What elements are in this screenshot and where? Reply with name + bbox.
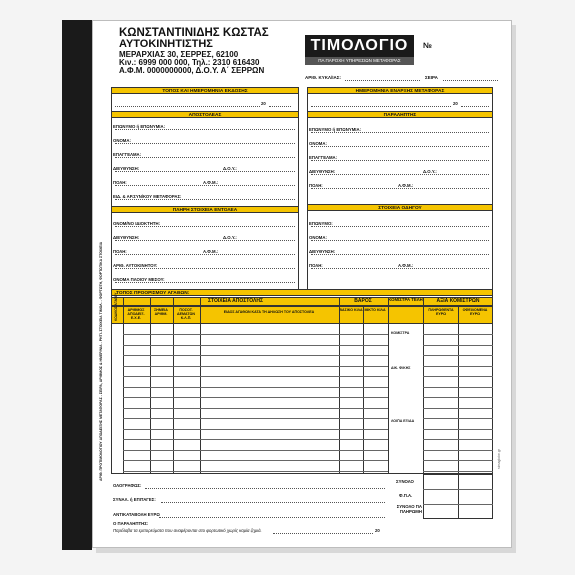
table-row-line-value [423,355,493,356]
principal-field-1-line[interactable] [115,240,295,241]
table-row-line [123,471,388,472]
column-line-2 [173,297,174,474]
table-row-line-value [423,387,493,388]
col-qty: ΠΟΣΟΤ. ΔΕΜΑΤΩΝ Κ.Λ.Π. [177,308,195,320]
sender-field-3-doy: Δ.Ο.Υ.: [223,166,237,171]
sender-field-3-line[interactable] [115,171,295,172]
series-line [443,80,498,81]
issuer-tax: Α.Φ.Μ. 0000000000, Δ.Ο.Υ. Α΄ ΣΕΡΡΩΝ [119,66,265,76]
principal-field-1-doy: Δ.Ο.Υ.: [223,235,237,240]
table-row-line [123,397,388,398]
statement-year: 20 [375,528,380,533]
driver-field-3-line[interactable] [311,268,489,269]
sender-field-2-label: ΕΠΑΓΓΕΛΜΑ: [113,152,142,157]
plate-line [345,80,420,81]
km-label-other: ΛΟΙΠΑ ΕΞ/ΔΑ [391,419,415,423]
driver-field-3-afm: Α.Φ.Μ.: [398,263,414,268]
driver-field-1-label: ΟΝΟΜΑ: [309,235,327,240]
driver-field-3-label: ΠΟΛΗ: [309,263,323,268]
words-label: ΟΛΟΓΡΑΦΩΣ: [113,483,142,488]
statement-line [273,533,373,534]
table-row-line-value [423,439,493,440]
table-row-line [123,418,388,419]
receiver-statement: Παρέλαβα τα εμπορεύματα που αναφέρονται στο φορτωτικό χωρίς καμία ζημιά. [113,528,262,533]
table-row-line-value [423,366,493,367]
issuer-block [119,27,269,76]
group-sender: ΣΤΟΙΧΕΙΑ ΑΠΟΣΤΟΛΗΣ [208,298,263,304]
principal-field-2-line[interactable] [115,254,295,255]
table-row-line [123,450,388,451]
col-owed: ΟΦΕΙΛΟΜΕΝΑ ΕΥΡΩ [462,308,488,316]
principal-field-3-line[interactable] [115,268,295,269]
column-line-1 [150,297,151,474]
equiv-line [159,517,385,518]
driver-field-0-label: ΕΠΩΝΥΜΟ: [309,221,333,226]
sender-field-1-line[interactable] [115,143,295,144]
receiver-field-3-doy: Δ.Ο.Υ.: [423,169,437,174]
column-line-0 [123,297,124,474]
table-row-line-value [423,334,493,335]
driver-header: ΣΤΟΙΧΕΙΑ ΟΔΗΓΟΥ [307,204,493,211]
receiver-field-4-line[interactable] [311,188,489,189]
sender-field-1-label: ΟΝΟΜΑ: [113,138,131,143]
table-row-line-value [423,450,493,451]
issuer-address: ΜΕΡΑΡΧΙΑΣ 30, ΣΕΡΡΕΣ, 62100 [119,49,239,59]
table-row-line [123,376,388,377]
table-row-line [123,345,388,346]
side-note: ΑΡΙΘ. ΠΡΟΤΙΜΟΛΟΓΙΟΥ ΑΠΟΔΕΙΞΗΣ ΜΕΤΑΦΟΡΑΣ - ΣΕΙΡΑ, ΑΡΙΘΜΟΣ & ΗΜΕΡ/ΝΙΑ - ΡΗΤΙ. ΣΤΟΙΧΕΙΑ ΤΙΜΟΛ. - ΦΟΡΤΩΤΗ, ΦΟΡΤΩΤΙΚΑ ΣΤΟΙΧΕΙΑ [99,241,103,481]
vat-label: Φ.Π.Α. [399,493,413,498]
issuer-phones: Κιν.: 6999 000 000, Τηλ.: 2310 616430 [119,58,260,67]
table-row-line [123,334,388,335]
principal-field-1-label: ΔΙΕΥΘΥΝΣΗ: [113,235,140,240]
column-line-6 [388,297,389,474]
sender-header: ΑΠΟΣΤΟΛΕΑΣ [111,111,299,118]
principal-field-0-label: ΟΝΟΜ/ΝΟ ΙΔΙΟΚΤΗΤΗ: [113,221,161,226]
table-row-line-value [423,408,493,409]
principal-field-4-line[interactable] [115,282,295,283]
sender-field-5-line[interactable] [115,199,295,200]
receiver-field-2-line[interactable] [311,160,489,161]
destination-header: ΤΟΠΟΣ ΠΡΟΟΡΙΣΜΟΥ ΑΓΑΘΩΝ: [111,289,493,296]
receiver-field-0-label: ΕΠΩΝΥΜΟ ή ΕΠΩΝΥΜΙΑ: [309,127,362,132]
totals-divider [458,474,459,519]
column-line-4 [339,297,340,474]
principal-header: ΠΛΗΡΗ ΣΤΟΙΧΕΙΑ ΕΝΤΟΛΕΑ [111,206,299,213]
total-paid-label: ΣΥΝΟΛΟ ΠΑ ΠΛΗΡΩΜΗ [396,504,422,514]
doc-title: ΤΙΜΟΛΟΓΙΟ [305,35,414,57]
group-value: ΑΞΙΑ ΚΟΜΙΣΤΡΩΝ [436,298,480,304]
sender-field-0-line[interactable] [115,129,295,130]
binding-spine [62,20,92,550]
table-row-line-value [423,418,493,419]
table-row-line [123,429,388,430]
col-paid: ΠΛΗΡΩΘΕΝΤΑ ΕΥΡΩ [428,308,454,316]
currency-label: ΣΥΝΑΛ. ή ΕΠΙΤΑΓΕΣ: [113,497,156,502]
table-row-line [123,460,388,461]
driver-field-1-line[interactable] [311,240,489,241]
table-row-line-value [423,397,493,398]
receiver-field-3-line[interactable] [311,174,489,175]
receiver-field-0-line[interactable] [311,132,489,133]
receiver-field-4-label: ΠΟΛΗ: [309,183,323,188]
receiver-field-1-label: ΟΝΟΜΑ: [309,141,327,146]
receiver-field-2-label: ΕΠΑΓΓΕΛΜΑ: [309,155,338,160]
sender-field-4-label: ΠΟΛΗ: [113,180,127,185]
sender-field-4-afm: Α.Φ.Μ.: [203,180,219,185]
group-weight: ΒΑΡΟΣ [354,298,372,304]
principal-field-2-label: ΠΟΛΗ: [113,249,127,254]
table-row-line-value [423,376,493,377]
start-date-header: ΗΜΕΡΟΜΗΝΙΑ ΕΝΑΡΞΗΣ ΜΕΤΑΦΟΡΑΣ [307,87,493,94]
doc-subtitle: ΠΑ ΠΑΡΟΧΗ ΥΠΗΡΕΣΙΩΝ ΜΕΤΑΦΟΡΑΣ [305,57,414,65]
principal-field-4-label: ΟΝΟΜΑ ΠΛΟΙΟΥ ΜΕΣΟΥ: [113,277,165,282]
column-line-3 [200,297,201,474]
km-label-court: ΔΙΚ. Φ/ΚΗΣ [391,366,411,370]
equiv-label: ΑΝΤΙΚΑΤΑΒΟΛΗ ΕΥΡΩ [113,512,160,517]
driver-field-2-line[interactable] [311,254,489,255]
group-km: ΚΟΜΙΣΤΡΑ ΤΕΛΗ [388,297,423,302]
sum-label: ΣΥΝΟΛΟ [396,479,414,484]
receiver-header: ΠΑΡΑΛΗΠΤΗΣ [307,111,493,118]
place-date-year: 20 [261,101,266,106]
words-line [145,488,385,489]
table-row-line [123,387,388,388]
col-gross: ΒΑΣΙΚΟ ΚΙΛΑ [339,308,363,312]
sender-field-2-line[interactable] [115,157,295,158]
driver-field-0-line[interactable] [311,226,489,227]
table-row-line-value [423,471,493,472]
plate-label: ΑΡΙΘ. ΚΥΚΛ/ΙΑΣ: [305,75,341,80]
sender-field-0-label: ΕΠΩΝΥΜΟ ή ΕΠΩΝΥΜΙΑ: [113,124,166,129]
issuer-profession: ΑΥΤΟΚΙΝΗΤΙΣΤΗΣ [119,38,213,51]
km-label-fare: ΚΟΜΙΣΤΡΑ [391,331,410,335]
start-date-line [311,106,451,107]
issuer-name: ΚΩΝΣΤΑΝΤΙΝΙΔΗΣ ΚΩΣΤΑΣ [119,27,269,39]
place-date-year-line [269,106,291,107]
table-row-line [123,408,388,409]
table-row-line [123,439,388,440]
receiver-field-3-label: ΔΙΕΥΘΥΝΣΗ: [309,169,336,174]
col-num: ΑΡΙΘΜΟΣ ΑΠΟΔΕΙΞ. Ε.Χ.Ε. [127,308,145,320]
table-row-line [123,366,388,367]
table-row-line-value [423,429,493,430]
invoice-sheet [92,20,512,548]
table-row-line-value [423,345,493,346]
col-desc: ΕΙΔΟΣ ΑΓΑΘΩΝ ΚΑΤΑ ΤΗ ΔΗΛΩΣΗ ΤΟΥ ΑΠΟΣΤΟΛΕΑ [223,310,315,314]
col-code: ΚΩΔΙΚΟΣ ΑΓΑΘΟΥ [114,292,118,321]
table-row-line [123,355,388,356]
receiver-field-1-line[interactable] [311,146,489,147]
col-mark: ΣΗΜΕΙΑ ΑΡΙΘΜ. [154,308,168,316]
driver-field-2-label: ΔΙΕΥΘΥΝΣΗ: [309,249,336,254]
principal-field-3-label: ΑΡΙΘ. ΑΥΤΟΚΙΝΗΤΟΥ: [113,263,158,268]
place-date-header: ΤΟΠΟΣ ΚΑΙ ΗΜΕΡΟΜΗΝΙΑ ΕΚΔΟΣΗΣ [111,87,299,94]
receiver-field-4-afm: Α.Φ.Μ.: [398,183,414,188]
principal-field-2-afm: Α.Φ.Μ.: [203,249,219,254]
table-row-line-value [423,460,493,461]
printer-mark: simaglobe.gr [497,448,501,469]
sender-field-3-label: ΔΙΕΥΘΥΝΣΗ: [113,166,140,171]
totals-row-line-1 [423,489,493,490]
series-label: ΣΕΙΡΑ [425,75,438,80]
doc-number-label: № [423,41,432,50]
sender-field-4-line[interactable] [115,185,295,186]
currency-line [161,502,385,503]
principal-field-0-line[interactable] [115,226,295,227]
start-date-year: 20 [453,101,458,106]
column-line-7 [423,297,424,474]
totals-row-line-2 [423,504,493,505]
place-date-line [115,106,260,107]
start-date-year-line [461,106,489,107]
receiver-sign-label: Ο ΠΑΡΑΛΗΠΤΗΣ: [113,521,149,526]
col-net: ΜΙΚΤΟ ΚΙΛΑ [364,308,386,312]
sender-field-5-label: ΕΙΔ. & ΑΡ.ΣΥΝ/ΚΟΥ ΜΕΤΑΦΟΡΑΣ: [113,194,182,199]
